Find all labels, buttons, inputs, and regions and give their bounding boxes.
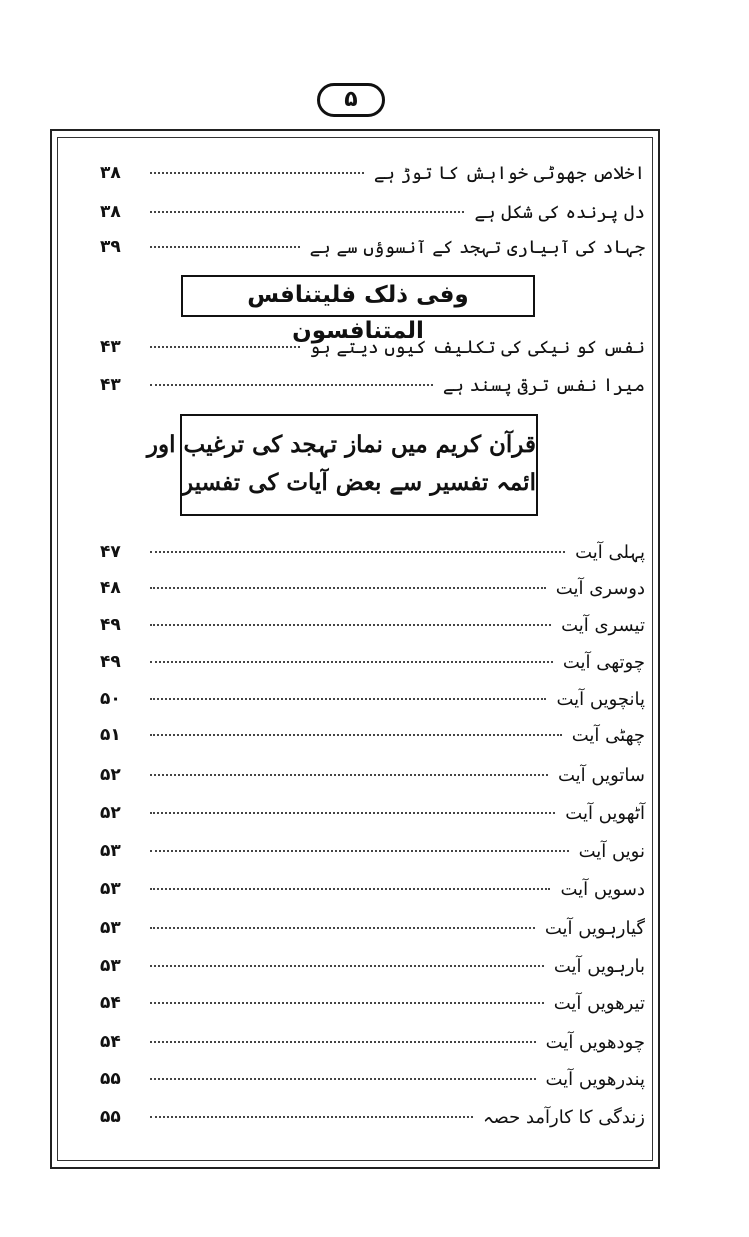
dot-leader xyxy=(150,1064,536,1080)
toc-entry-title: نفس کو نیکی کی تکلیف کیوں دیتے ہو xyxy=(309,336,645,358)
toc-entry-page: ۳۹ xyxy=(100,237,121,257)
toc-entry[interactable] xyxy=(100,197,645,227)
dot-leader xyxy=(150,647,553,663)
dot-leader xyxy=(150,836,569,852)
toc-entry-page: ۵۳ xyxy=(100,918,121,938)
dot-leader xyxy=(150,610,551,626)
toc-entry[interactable] xyxy=(100,913,645,943)
dot-leader xyxy=(150,874,550,890)
toc-entry-page: ۵۰ xyxy=(100,689,121,709)
toc-entry-title: جہاد کی آبیاری تہجد کے آنسوؤں سے ہے xyxy=(309,236,645,258)
dot-leader xyxy=(150,232,300,248)
toc-entry-title: پانچویں آیت xyxy=(556,688,645,710)
dot-leader xyxy=(150,370,433,386)
toc-entry[interactable] xyxy=(100,988,645,1018)
dot-leader xyxy=(150,798,555,814)
dot-leader xyxy=(150,197,464,213)
toc-entry[interactable] xyxy=(100,573,645,603)
toc-entry[interactable] xyxy=(100,232,645,262)
toc-entry[interactable] xyxy=(100,684,645,714)
toc-entry-page: ۴۳ xyxy=(100,337,121,357)
toc-entry-page: ۵۲ xyxy=(100,803,121,823)
toc-entry[interactable] xyxy=(100,1102,645,1132)
toc-entry[interactable] xyxy=(100,720,645,750)
toc-entry-title: چوتھی آیت xyxy=(562,651,645,673)
toc-entry-page: ۳۸ xyxy=(100,163,121,183)
toc-entry-page: ۴۹ xyxy=(100,615,121,635)
toc-entry-title: بارہویں آیت xyxy=(553,955,645,977)
dot-leader xyxy=(150,158,364,174)
dot-leader xyxy=(150,537,565,553)
toc-entry-page: ۵۳ xyxy=(100,841,121,861)
toc-entry[interactable] xyxy=(100,836,645,866)
dot-leader xyxy=(150,951,544,967)
toc-entry-title: چھٹی آیت xyxy=(571,724,645,746)
dot-leader xyxy=(150,913,535,929)
toc-entry-page: ۴۷ xyxy=(100,542,121,562)
toc-entry-page: ۵۱ xyxy=(100,725,121,745)
toc-entry[interactable] xyxy=(100,1064,645,1094)
dot-leader xyxy=(150,684,546,700)
toc-entry-page: ۵۳ xyxy=(100,956,121,976)
dot-leader xyxy=(150,760,548,776)
page-number: ۵ xyxy=(317,83,385,117)
toc-entry[interactable] xyxy=(100,158,645,188)
toc-entry-page: ۴۳ xyxy=(100,375,121,395)
toc-entry[interactable] xyxy=(100,370,645,400)
toc-entry-title: تیرھویں آیت xyxy=(553,992,645,1014)
dot-leader xyxy=(150,573,546,589)
toc-entry-title: آٹھویں آیت xyxy=(565,802,645,824)
toc-entry-title: گیارہویں آیت xyxy=(544,917,645,939)
toc-entry-title: دسویں آیت xyxy=(560,878,645,900)
toc-entry-title: پہلی آیت xyxy=(575,541,645,563)
toc-entry-page: ۳۸ xyxy=(100,202,121,222)
dot-leader xyxy=(150,1102,473,1118)
heading-line-1: قرآن کریم میں نماز تہجد کی ترغیب اور xyxy=(146,431,536,458)
toc-entry[interactable] xyxy=(100,798,645,828)
section-heading: وفی ذلک فلیتنافس المتنافسون xyxy=(181,275,535,317)
toc-entry-title: اخلاص جھوٹی خواہش کا توڑ ہے xyxy=(373,162,645,184)
toc-entry[interactable] xyxy=(100,760,645,790)
toc-entry-title: تیسری آیت xyxy=(561,614,645,636)
dot-leader xyxy=(150,1027,536,1043)
toc-entry-page: ۵۲ xyxy=(100,765,121,785)
toc-entry-page: ۵۵ xyxy=(100,1107,121,1127)
dot-leader xyxy=(150,988,544,1004)
toc-entry[interactable] xyxy=(100,951,645,981)
toc-entry-page: ۵۳ xyxy=(100,879,121,899)
toc-entry-title: دل پرندہ کی شکل ہے xyxy=(474,201,645,223)
dot-leader xyxy=(150,332,300,348)
heading-line-2: ائمہ تفسیر سے بعض آیات کی تفسیر xyxy=(182,469,536,496)
toc-entry-title: ساتویں آیت xyxy=(558,764,645,786)
toc-entry-page: ۴۸ xyxy=(100,578,121,598)
section-heading-boxed xyxy=(146,414,538,516)
dot-leader xyxy=(150,720,562,736)
toc-entry[interactable] xyxy=(100,874,645,904)
toc-entry-page: ۵۴ xyxy=(100,993,121,1013)
toc-entry-page: ۵۴ xyxy=(100,1032,121,1052)
toc-entry[interactable] xyxy=(100,332,645,362)
toc-entry-title: پندرھویں آیت xyxy=(545,1068,645,1090)
toc-entry-page: ۵۵ xyxy=(100,1069,121,1089)
toc-entry-title: دوسری آیت xyxy=(555,577,645,599)
toc-entry-title: میرا نفس ترقی پسند ہے xyxy=(442,374,645,396)
toc-entry-page: ۴۹ xyxy=(100,652,121,672)
toc-entry-title: زندگی کا کارآمد حصہ xyxy=(482,1106,645,1128)
toc-entry-title: چودھویں آیت xyxy=(545,1031,645,1053)
toc-entry[interactable] xyxy=(100,610,645,640)
toc-entry[interactable] xyxy=(100,537,645,567)
toc-entry-title: نویں آیت xyxy=(578,840,645,862)
toc-entry[interactable] xyxy=(100,647,645,677)
toc-entry[interactable] xyxy=(100,1027,645,1057)
